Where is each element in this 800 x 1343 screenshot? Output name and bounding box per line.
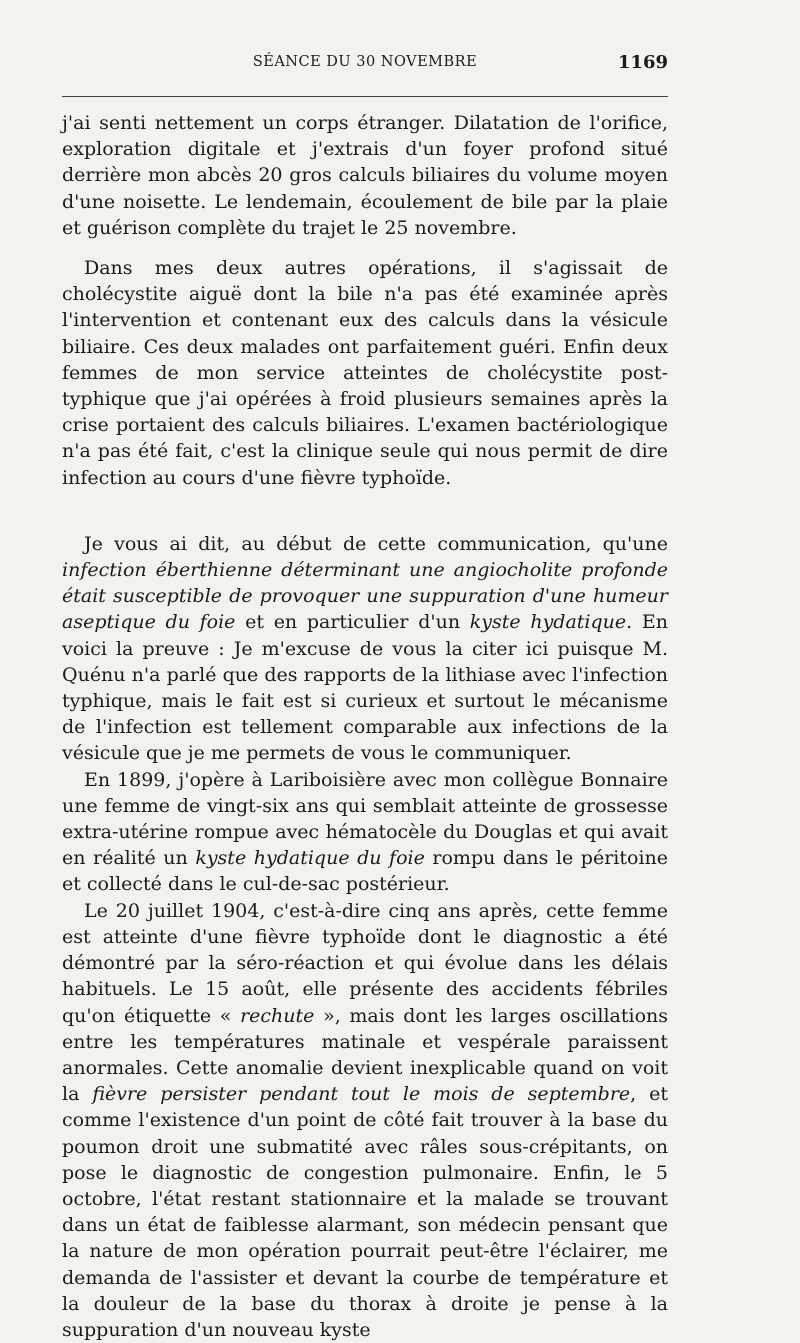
body-text (62, 110, 668, 1343)
italic-run: kyste hydatique du foie (195, 847, 425, 870)
running-header (62, 50, 668, 80)
paragraph-5 (62, 898, 668, 1343)
text-run: rompu dans le péritoine et collecté dans le cul-de-sac postérieur. (62, 847, 669, 896)
text-run: et en particulier d'un (235, 611, 470, 634)
italic-run: rechute (240, 1004, 315, 1027)
paragraph-gap (62, 241, 668, 255)
header-rule (62, 96, 668, 97)
section-gap (62, 491, 668, 531)
italic-run: fièvre persister pendant tout le mois de septembre (92, 1083, 631, 1106)
paragraph-4 (62, 767, 668, 898)
running-title: SÉANCE DU 30 NOVEMBRE (252, 54, 478, 70)
paragraph-1: j'ai senti nettement un corps étranger. Dilatation de l'orifice, exploration digitale et j'extrais d'un foyer profond situé derrière mon abcès 20 gros calculs biliaires du volume moyen d'une noisette. Le lendemain, écoulement de bile par la plaie et guérison complète du trajet le 25 novembre. (62, 112, 668, 239)
text-run: . En voici la preuve : Je m'excuse de vous la citer ici puisque M. Quénu n'a parlé que des rapports de la lithiase avec l'infection typhique, mais le fait est si curieux et surtout le mécanisme de l'infection est tellement comparable aux infections de la vésicule que je me permets de vous le communiquer. (62, 611, 668, 765)
text-run: Le 20 juillet 1904, c'est-à-dire cinq ans après, cette femme est atteinte d'une fièvre typhoïde dont le diagnostic a été démontré par la séro-réaction et qui évolue dans les délais habituels. Le 15 août, elle présente des accidents fébriles qu'on étiquette « (62, 899, 668, 1027)
paragraph-3 (62, 531, 668, 767)
paragraph-2: Dans mes deux autres opérations, il s'agissait de cholécystite aiguë dont la bile n'a pas été examinée après l'intervention et contenant eux des calculs dans la vésicule biliaire. Ces deux malades ont parfaitement guéri. Enfin deux femmes de mon service atteintes de cholécystite post-typhique que j'ai opérées à froid plusieurs semaines après la crise portaient des calculs biliaires. L'examen bactériologique n'a pas été fait, c'est la clinique seule qui nous permit de dire infection au cours d'une fièvre typhoïde. (62, 257, 668, 489)
text-run: Je vous ai dit, au début de cette communication, qu'une (84, 532, 668, 555)
text-run: En 1899, j'opère à Lariboisière avec mon collègue Bonnaire une femme de vingt-six ans qui semblait atteinte de grossesse extra-utérine rompue avec hématocèle du Douglas et qui avait en réalité un (62, 768, 668, 870)
italic-run: infection éberthienne déterminant une angiocholite profonde était susceptible de provoquer une suppuration d'une humeur aseptique du foie (62, 559, 668, 634)
italic-run: kyste hydatique (469, 611, 627, 634)
text-run: , et comme l'existence d'un point de côté fait trouver à la base du poumon droit une submatité avec râles sous-crépitants, on pose le diagnostic de congestion pulmonaire. Enfin, le 5 octobre, l'état restant stationnaire et la malade se trouvant dans un état de faiblesse alarmant, son médecin pensant que la nature de mon opération pourrait peut-être l'éclairer, me demanda de l'assister et devant la courbe de température et la douleur de la base du thorax à droite je pense à la suppuration d'un nouveau kyste (62, 1083, 668, 1341)
text-run: », mais dont les larges oscillations entre les températures matinale et vespérale paraissent anormales. Cette anomalie devient inexplicable quand on voit la (62, 1004, 668, 1106)
page-number: 1169 (617, 52, 668, 73)
